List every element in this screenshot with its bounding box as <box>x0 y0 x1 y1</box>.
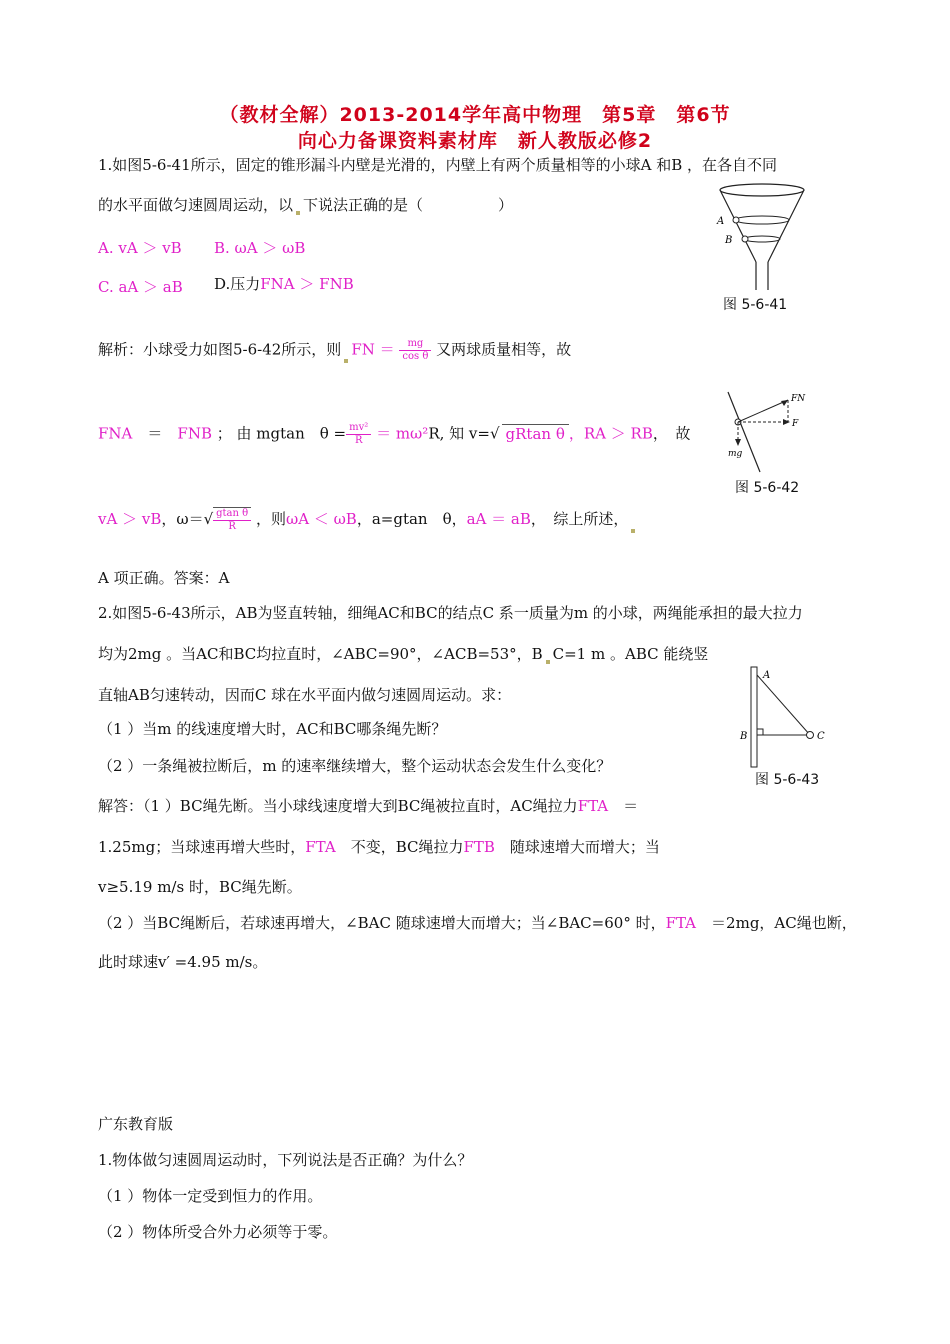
fig3-label-b: B <box>740 731 748 742</box>
q1-analysis-line1: 解析：小球受力如图5-6-42所示，则 FN ＝ $\frac{mg}{\text{cos θ}}$ 又两球质量相等，故 <box>98 338 572 362</box>
q1-analysis-line2: FNA ＝ FNB ； 由 mgtan θ = $\frac{\text{mv²}}{R}$ ＝ mω²R, 知 v=√ gRtan θ ，RA ＞ RB， 故 <box>98 422 691 446</box>
q1-option-a: A. vA ＞ vB <box>98 239 182 257</box>
q1-option-d: D.压力FNA ＞ FNB <box>214 275 354 293</box>
rope-figure <box>735 665 830 770</box>
q2-stem-line2: 均为2mg 。当AC和BC均拉直时，∠ABC=90°，∠ACB=53°，B C=1 m 。ABC 能绕竖 <box>98 645 709 663</box>
fig1-label-b: B <box>725 235 733 246</box>
q2-answer-line1: 解答：（1 ）BC绳先断。当小球线速度增大到BC绳被拉直时，AC绳拉力FTA ＝ <box>98 797 639 815</box>
q2-sub-2: （2 ）一条绳被拉断后，m 的速率继续增大，整个运动状态会发生什么变化？ <box>98 757 612 775</box>
fig2-mg: mg <box>728 449 743 459</box>
fig2-f: F <box>792 419 799 429</box>
q2-stem-line1: 2.如图5-6-43所示，AB为竖直转轴，细绳AC和BC的结点C 系一质量为m 的小球，两绳能承担的最大拉力 <box>98 604 803 622</box>
section-header: 广东教育版 <box>98 1115 174 1133</box>
gd-sub-2: （2 ）物体所受合外力必须等于零。 <box>98 1223 338 1241</box>
q1-stem-line1: 1.如图5-6-41所示，固定的锥形漏斗内壁是光滑的，内壁上有两个质量相等的小球A 和B ，在各自不同 <box>98 156 778 174</box>
q2-answer-line3: v≥5.19 m/s 时，BC绳先断。 <box>98 878 302 896</box>
fig3-caption: 图 5-6-43 <box>755 772 820 788</box>
q2-sub-1: （1 ）当m 的线速度增大时，AC和BC哪条绳先断？ <box>98 720 447 738</box>
marker-dot <box>344 359 348 363</box>
q2-answer-line2: 1.25mg；当球速再增大些时，FTA 不变，BC绳拉力FTB 随球速增大而增大；当 <box>98 838 660 856</box>
fig3-label-a: A <box>763 670 771 681</box>
omega-fraction: $\frac{\text{gtan θ}}{R}$ <box>213 507 251 533</box>
velocity-fraction: $\frac{\text{mv²}}{R}$ <box>346 422 371 447</box>
fig3-label-c: C <box>817 731 825 742</box>
doc-title-line2: 向心力备课资料素材库 新人教版必修2 <box>297 130 653 152</box>
fig1-label-a: A <box>717 216 725 227</box>
fig2-caption: 图 5-6-42 <box>735 480 800 496</box>
q1-stem-line2: 的水平面做匀速圆周运动，以 下说法正确的是（ ） <box>98 196 514 214</box>
q2-stem-line3: 直轴AB匀速转动，因而C 球在水平面内做匀速圆周运动。求： <box>98 686 512 704</box>
q1-option-b: B. ωA ＞ ωB <box>214 239 306 257</box>
marker-dot <box>546 660 550 664</box>
q2-answer-line5: 此时球速v′ =4.95 m/s。 <box>98 953 268 971</box>
q1-analysis-line3: vA ＞ vB，ω＝√ $\frac{\text{gtan θ}}{R}$ ，则ωA ＜ ωB，a=gtan θ，aA ＝ aB， 综上所述， <box>98 507 638 533</box>
fn-fraction: $\frac{mg}{\text{cos θ}}$ <box>399 338 431 363</box>
marker-dot <box>631 529 635 533</box>
force-figure <box>720 390 815 475</box>
q1-option-c: C. aA ＞ aB <box>98 278 183 296</box>
q2-answer-line4: （2 ）当BC绳断后，若球速再增大，∠BAC 随球速增大而增大；当∠BAC=60° 时，FTA ＝2mg，AC绳也断， <box>98 914 857 932</box>
marker-dot <box>296 211 300 215</box>
gd-q1: 1.物体做匀速圆周运动时，下列说法是否正确？为什么？ <box>98 1151 473 1169</box>
q1-answer: A 项正确。答案：A <box>98 569 230 587</box>
funnel-figure <box>705 180 805 292</box>
fig2-fn: FN <box>791 394 806 404</box>
doc-title-line1: （教材全解）2013-2014学年高中物理 第5章 第6节 <box>219 104 731 126</box>
gd-sub-1: （1 ）物体一定受到恒力的作用。 <box>98 1187 323 1205</box>
fig1-caption: 图 5-6-41 <box>723 297 788 313</box>
